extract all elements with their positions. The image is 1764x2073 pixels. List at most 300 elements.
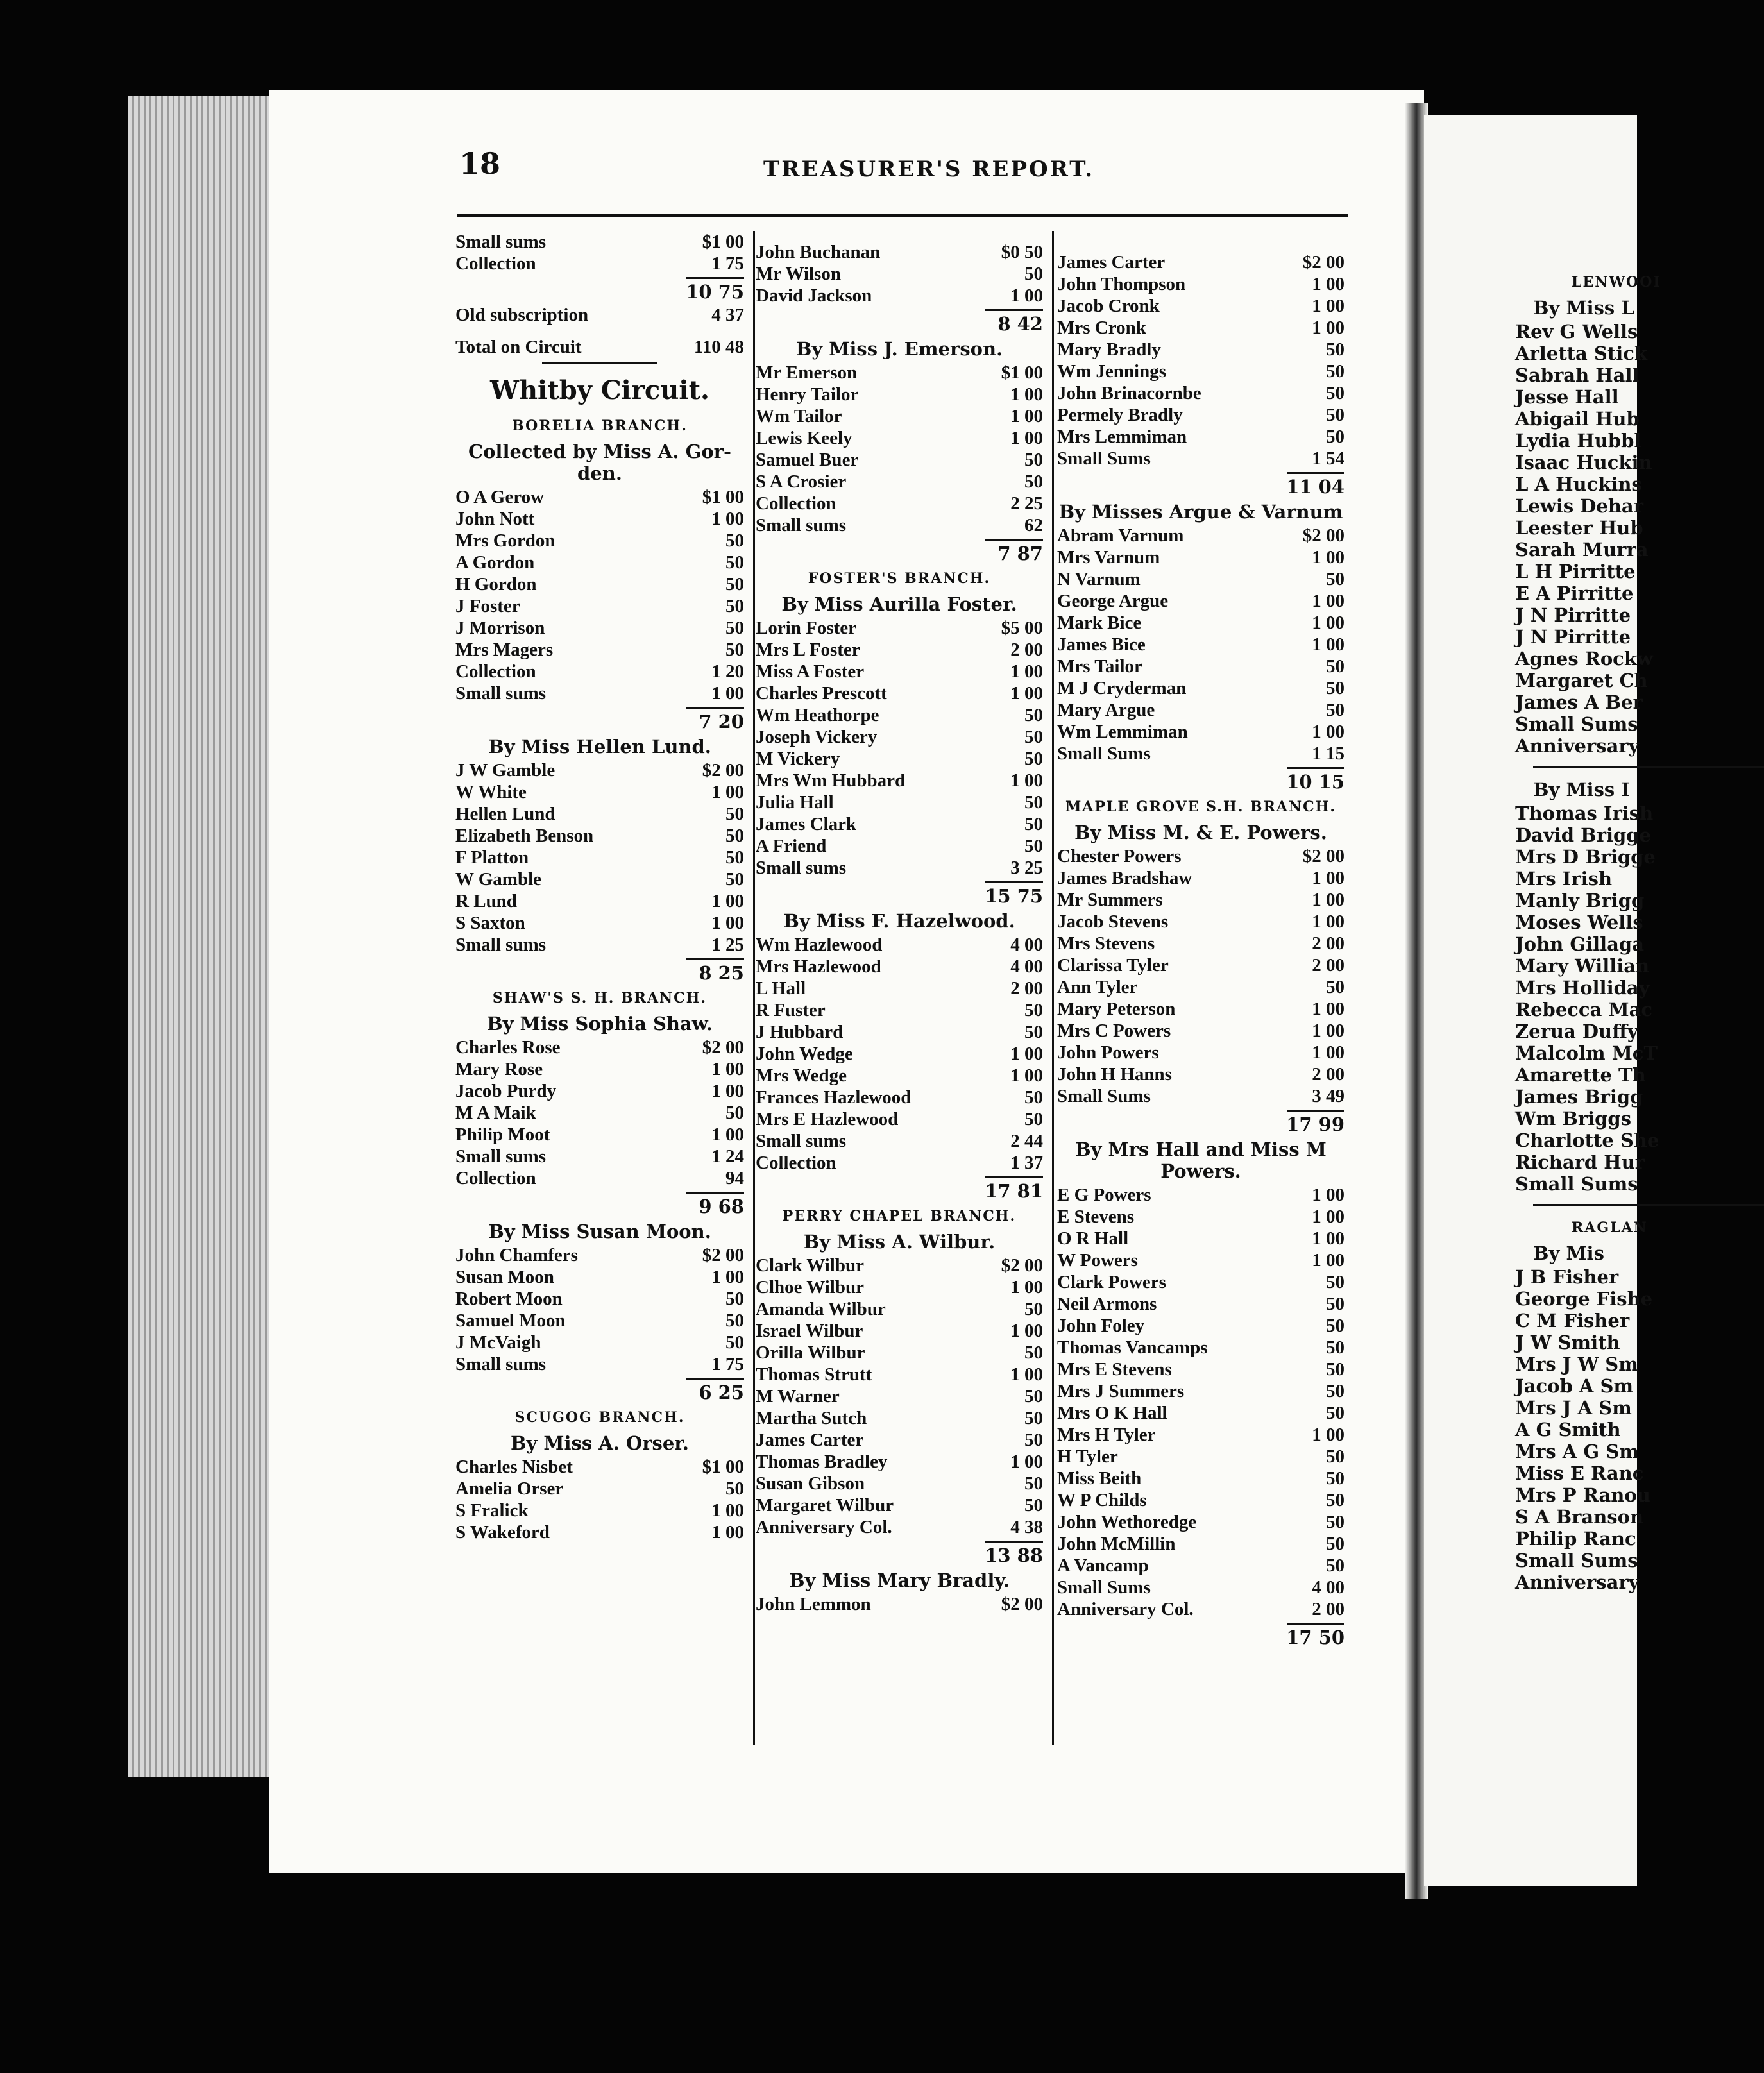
- contribution-amount: 1 00: [1312, 1042, 1344, 1063]
- contribution-amount: 50: [1024, 792, 1043, 813]
- contributor-name: Hellen Lund: [455, 804, 555, 824]
- contribution-row: [1057, 426, 1344, 448]
- contribution-amount: 2 00: [1312, 1064, 1344, 1085]
- subtotal-rule: [985, 539, 1043, 541]
- contributor-name: M J Cryderman: [1057, 678, 1187, 698]
- contributor-name: Abram Varnum: [1057, 525, 1184, 546]
- contributor-name: Rebecca Mac: [1515, 999, 1653, 1020]
- contributor-name: F Platton: [455, 847, 529, 868]
- contribution-amount: 50: [725, 1478, 744, 1499]
- contribution-row: [455, 1036, 744, 1058]
- contribution-amount: 50: [1326, 1446, 1344, 1467]
- contribution-amount: 50: [725, 1103, 744, 1123]
- contributor-name: John Chamfers: [455, 1245, 578, 1265]
- contribution-row: [756, 835, 1043, 857]
- contribution-amount: 1 75: [711, 253, 744, 274]
- subtotal-amount: 8 42: [997, 313, 1043, 335]
- contribution-amount: 50: [725, 639, 744, 660]
- contribution-amount: 1 00: [1010, 1044, 1043, 1064]
- contribution-amount: 1 00: [1312, 274, 1344, 294]
- contributor-name: W Powers: [1057, 1250, 1138, 1271]
- contributor-name: John Wethoredge: [1057, 1512, 1197, 1532]
- contribution-row: [1057, 677, 1344, 699]
- contributor-name: Small sums: [455, 1146, 547, 1167]
- contribution-row: [455, 1146, 744, 1167]
- contribution-row: [756, 1473, 1043, 1494]
- collector-line: By Misses Argue & Varnum: [1058, 501, 1343, 523]
- contribution-amount: 2 00: [1312, 933, 1344, 954]
- contributor-name: S A Branson: [1515, 1506, 1644, 1528]
- contribution-row: [756, 263, 1043, 285]
- contribution-row: [1057, 1446, 1344, 1468]
- contribution-amount: 50: [1024, 1109, 1043, 1130]
- contribution-amount: 4 00: [1312, 1577, 1344, 1598]
- contribution-amount: 1 00: [1010, 406, 1043, 427]
- contribution-row: [756, 813, 1043, 835]
- contribution-amount: 1 00: [1312, 1228, 1344, 1249]
- contributor-name: Small sums: [455, 232, 547, 252]
- contributor-name: Jacob Stevens: [1057, 911, 1169, 932]
- contributor-name: Mrs Gordon: [455, 530, 555, 551]
- contribution-amount: $0 50: [1001, 242, 1043, 262]
- contributor-name: Samuel Buer: [756, 450, 859, 470]
- contributor-name: Lorin Foster: [756, 618, 857, 638]
- contribution-row: [1057, 1424, 1344, 1446]
- subtotal-rule: [985, 881, 1043, 883]
- contributor-name: Sarah Murra: [1515, 539, 1649, 561]
- contributor-name: Clhoe Wilbur: [756, 1277, 864, 1298]
- subtotal-rule: [1533, 1204, 1764, 1206]
- contribution-row: [455, 912, 744, 934]
- contributor-name: Elizabeth Benson: [455, 825, 594, 846]
- contribution-row: [455, 934, 744, 956]
- right-page-content: [1507, 269, 1764, 1593]
- contribution-amount: 50: [725, 847, 744, 868]
- contribution-amount: 50: [1024, 814, 1043, 834]
- branch-heading: BORELIA BRANCH.: [512, 418, 688, 434]
- subtotal: [1057, 1620, 1344, 1650]
- contribution-amount: 50: [1024, 705, 1043, 725]
- contributor-name: H Gordon: [455, 574, 537, 595]
- contributor-name: Mrs Magers: [455, 639, 554, 660]
- contributor-name: O A Gerow: [455, 487, 545, 507]
- contributor-name: Leester Hub: [1515, 517, 1643, 539]
- contributor-name: Anniversary Col.: [1057, 1599, 1194, 1620]
- collector-line: By Miss A. Orser.: [510, 1432, 690, 1454]
- contributor-name: Small sums: [455, 1354, 547, 1375]
- contributor-name: John Brinacornbe: [1057, 383, 1201, 403]
- contributor-name: Small Sums: [1057, 743, 1151, 764]
- contribution-row: [1057, 889, 1344, 911]
- contribution-amount: $1 00: [702, 1457, 744, 1477]
- contributor-name: Mrs O K Hall: [1057, 1403, 1167, 1423]
- subtotal-amount: 17 50: [1286, 1627, 1344, 1648]
- contribution-amount: 1 00: [1312, 1020, 1344, 1041]
- contributor-name: Small sums: [455, 935, 547, 955]
- contribution-amount: 50: [1024, 471, 1043, 492]
- contributor-name: Mary Bradly: [1057, 339, 1161, 360]
- contribution-amount: 1 20: [711, 661, 744, 682]
- contributor-name: Small sums: [455, 683, 547, 704]
- contributor-name: George Fishe: [1515, 1288, 1653, 1310]
- contribution-amount: 1 00: [1010, 384, 1043, 405]
- contributor-name: Small Sums: [1057, 1577, 1151, 1598]
- contribution-amount: $2 00: [1302, 252, 1344, 273]
- contributor-name: Philip Moot: [455, 1124, 550, 1145]
- contributor-name: A Vancamp: [1057, 1555, 1149, 1576]
- subtotal-rule: [1533, 766, 1764, 768]
- contribution-amount: 1 00: [711, 1059, 744, 1079]
- contribution-row: [455, 1353, 744, 1375]
- contribution-amount: 1 00: [711, 913, 744, 933]
- contribution-amount: 1 00: [1312, 296, 1344, 316]
- contributor-name: M A Maik: [455, 1103, 536, 1123]
- contributor-name: J B Fisher: [1515, 1266, 1619, 1288]
- contribution-row: [756, 791, 1043, 813]
- contributor-name: R Lund: [455, 891, 517, 911]
- contributor-name: O R Hall: [1057, 1228, 1129, 1249]
- contribution-row: [1057, 1228, 1344, 1249]
- contribution-amount: 1 00: [1312, 999, 1344, 1019]
- contributor-name: Anniversary: [1515, 735, 1640, 757]
- contributor-name: J Foster: [455, 596, 520, 616]
- contribution-amount: $1 00: [702, 232, 744, 252]
- contributor-name: Mr Summers: [1057, 890, 1163, 910]
- contribution-row: [756, 1342, 1043, 1364]
- contribution-amount: 50: [725, 869, 744, 890]
- contribution-row: [756, 362, 1043, 384]
- divider-rule: [542, 362, 657, 364]
- contribution-amount: 1 00: [1312, 613, 1344, 633]
- contributor-name: Mrs Irish: [1515, 868, 1613, 890]
- contribution-row: [455, 1288, 744, 1310]
- subtotal-amount: 7 20: [699, 711, 744, 732]
- contribution-row: [1057, 1315, 1344, 1337]
- contribution-amount: 50: [1024, 1430, 1043, 1450]
- contribution-row: [756, 999, 1043, 1021]
- contribution-amount: 50: [1326, 361, 1344, 382]
- contribution-row: [1057, 1337, 1344, 1358]
- contribution-amount: 2 00: [1312, 1599, 1344, 1620]
- contributor-name: James A Ber: [1515, 691, 1643, 713]
- contribution-row: [756, 384, 1043, 405]
- contributor-name: J N Pirritte: [1515, 626, 1631, 648]
- contributor-name: Small Sums: [1515, 1173, 1638, 1195]
- contribution-row: [1057, 1555, 1344, 1577]
- contribution-row: [1057, 273, 1344, 295]
- contributor-name: Thomas Strutt: [756, 1364, 872, 1385]
- contribution-row: [756, 857, 1043, 879]
- contribution-row: [756, 1043, 1043, 1065]
- contribution-amount: 1 00: [1312, 1250, 1344, 1271]
- contributor-name: John Gillaga: [1515, 933, 1645, 955]
- contributor-name: Mrs Holliday: [1515, 977, 1650, 999]
- contributor-name: E A Pirritte: [1515, 582, 1634, 604]
- contribution-amount: $5 00: [1001, 618, 1043, 638]
- column-2: [756, 241, 1043, 1615]
- contributor-name: N Varnum: [1057, 569, 1141, 589]
- contribution-row: [1057, 1402, 1344, 1424]
- contribution-row: [756, 1364, 1043, 1385]
- contribution-amount: 1 00: [711, 782, 744, 802]
- contributor-name: James Bradshaw: [1057, 868, 1192, 888]
- contributor-name: Samuel Moon: [455, 1310, 566, 1331]
- contributor-name: Malcolm McT: [1515, 1042, 1658, 1064]
- contributor-name: Philip Ranc: [1515, 1528, 1636, 1550]
- contributor-name: Small Sums: [1057, 448, 1151, 469]
- subtotal-amount: 10 75: [686, 281, 744, 303]
- contribution-amount: 50: [1024, 749, 1043, 769]
- contribution-amount: 50: [1326, 1381, 1344, 1401]
- contribution-row: [455, 1266, 744, 1288]
- contribution-row: [455, 1167, 744, 1189]
- contribution-row: [455, 573, 744, 595]
- contributor-name: Mary Peterson: [1057, 999, 1176, 1019]
- contribution-row: [1057, 1249, 1344, 1271]
- contributor-name: Lewis Keely: [756, 428, 852, 448]
- contributor-name: Orilla Wilbur: [756, 1342, 865, 1363]
- contribution-row: [455, 1478, 744, 1500]
- contribution-row: [756, 704, 1043, 726]
- contribution-amount: 50: [1024, 1473, 1043, 1494]
- contribution-amount: 4 38: [1010, 1517, 1043, 1537]
- contributor-name: L H Pirritte: [1515, 561, 1636, 582]
- contributor-name: Mrs Hazlewood: [756, 956, 881, 977]
- contribution-amount: 50: [1326, 656, 1344, 677]
- contribution-amount: 1 25: [711, 935, 744, 955]
- contributor-name: Wm Briggs: [1515, 1108, 1632, 1130]
- subtotal-amount: 10 15: [1286, 771, 1344, 793]
- contributor-name: Mary Rose: [455, 1059, 543, 1079]
- subtotal: [455, 275, 744, 304]
- subtotal-amount: 17 81: [985, 1180, 1043, 1202]
- contribution-amount: $2 00: [1001, 1255, 1043, 1276]
- contributor-name: John Thompson: [1057, 274, 1186, 294]
- contribution-row: [1057, 1598, 1344, 1620]
- contributor-name: Small Sums: [1057, 1086, 1151, 1106]
- contribution-row: [1057, 590, 1344, 612]
- contributor-name: Mrs Varnum: [1057, 547, 1160, 568]
- contribution-row: [756, 1385, 1043, 1407]
- contributor-name: Clark Powers: [1057, 1272, 1166, 1292]
- contribution-amount: 1 00: [1312, 890, 1344, 910]
- subtotal: [455, 956, 744, 985]
- contribution-amount: $2 00: [702, 760, 744, 781]
- contribution-row: [756, 748, 1043, 770]
- contribution-row: [455, 595, 744, 617]
- contribution-row: [455, 1521, 744, 1543]
- contributor-name: John McMillin: [1057, 1534, 1176, 1554]
- subtotal-rule: [985, 1541, 1043, 1543]
- subtotal-rule: [985, 1176, 1043, 1178]
- contribution-row: [455, 868, 744, 890]
- contributor-name: Charles Prescott: [756, 683, 887, 704]
- contributor-name: Jesse Hall: [1515, 386, 1619, 408]
- contributor-name: L A Huckins: [1515, 473, 1642, 495]
- contribution-row: [756, 1021, 1043, 1043]
- subtotal: [455, 1375, 744, 1405]
- contribution-row: [1057, 1271, 1344, 1293]
- contribution-row: [455, 890, 744, 912]
- contribution-amount: 1 00: [1312, 1206, 1344, 1227]
- contribution-amount: 50: [1024, 836, 1043, 856]
- contribution-row: [756, 1516, 1043, 1538]
- contribution-row: [1057, 1489, 1344, 1511]
- page-number: 18: [459, 146, 501, 181]
- contribution-row: [756, 1407, 1043, 1429]
- contribution-amount: 1 00: [1010, 770, 1043, 791]
- contribution-amount: 50: [1326, 427, 1344, 447]
- contribution-row: [455, 486, 744, 508]
- subtotal-rule: [985, 309, 1043, 311]
- contribution-row: [756, 934, 1043, 956]
- contributor-name: Mary Argue: [1057, 700, 1155, 720]
- contributor-name: Sabrah Hall: [1515, 364, 1640, 386]
- contribution-row: [455, 1500, 744, 1521]
- contributor-name: John Wedge: [756, 1044, 853, 1064]
- contribution-row: [455, 336, 744, 358]
- contributor-name: M Vickery: [756, 749, 840, 769]
- contribution-amount: 50: [1024, 1087, 1043, 1108]
- contributor-name: Frances Hazlewood: [756, 1087, 912, 1108]
- contribution-row: [455, 617, 744, 639]
- contributor-name: Manly Brigg: [1515, 890, 1645, 911]
- contributor-name: Martha Sutch: [756, 1408, 867, 1428]
- contribution-row: [756, 493, 1043, 514]
- contribution-amount: 1 00: [711, 1500, 744, 1521]
- contributor-name: Mr Emerson: [756, 362, 858, 383]
- subtotal-amount: 15 75: [985, 885, 1043, 907]
- contributor-name: John H Hanns: [1057, 1064, 1172, 1085]
- subtotal: [756, 307, 1043, 336]
- column-1: [455, 231, 744, 1543]
- subtotal-rule: [686, 958, 744, 960]
- subtotal-rule: [1287, 472, 1344, 474]
- contribution-row: [756, 1065, 1043, 1087]
- contribution-amount: 50: [1024, 1022, 1043, 1042]
- contribution-amount: 94: [725, 1168, 744, 1189]
- contribution-amount: 1 00: [1312, 1185, 1344, 1205]
- running-head: TREASURER'S REPORT.: [763, 157, 1095, 182]
- subtotal-amount: 17 99: [1286, 1113, 1344, 1135]
- contributor-name: Margaret Wilbur: [756, 1495, 894, 1516]
- subtotal-amount: 6 25: [699, 1382, 744, 1403]
- collector-line: By Miss Aurilla Foster.: [781, 593, 1017, 615]
- contribution-amount: 1 54: [1312, 448, 1344, 469]
- subtotal: [756, 879, 1043, 908]
- subtotal-rule: [1287, 1110, 1344, 1112]
- contributor-name: George Argue: [1057, 591, 1169, 611]
- contribution-row: [1057, 1042, 1344, 1063]
- contribution-row: [455, 304, 744, 326]
- contribution-row: [1057, 656, 1344, 677]
- contribution-row: [455, 825, 744, 847]
- contributor-name: Mrs J Summers: [1057, 1381, 1185, 1401]
- contribution-row: [756, 427, 1043, 449]
- contribution-amount: 1 00: [711, 1081, 744, 1101]
- contribution-amount: 1 00: [1010, 661, 1043, 682]
- contribution-row: [1057, 976, 1344, 998]
- contributor-name: Mrs J W Sm: [1515, 1353, 1638, 1375]
- contributor-name: Old subscription: [455, 305, 589, 325]
- contribution-row: [756, 1087, 1043, 1108]
- contributor-name: Ann Tyler: [1057, 977, 1138, 997]
- contributor-name: Small sums: [756, 515, 847, 536]
- contribution-row: [455, 1058, 744, 1080]
- contributor-name: J W Smith: [1515, 1332, 1620, 1353]
- subtotal: [756, 536, 1043, 566]
- contributor-name: Collection: [455, 1168, 536, 1189]
- contributor-name: Collection: [455, 661, 536, 682]
- contributor-name: James Carter: [756, 1430, 864, 1450]
- contributor-name: Jacob Cronk: [1057, 296, 1160, 316]
- contributor-name: Susan Moon: [455, 1267, 554, 1287]
- contribution-row: [455, 508, 744, 530]
- contribution-row: [1057, 634, 1344, 656]
- contribution-row: [1057, 404, 1344, 426]
- contributor-name: Small Sums: [1515, 1550, 1638, 1571]
- contributor-name: Neil Armons: [1057, 1294, 1157, 1314]
- contribution-amount: 50: [1024, 1299, 1043, 1319]
- contributor-name: Jacob Purdy: [455, 1081, 557, 1101]
- contribution-amount: 50: [1326, 569, 1344, 589]
- contributor-name: Mrs J A Sm: [1515, 1397, 1632, 1419]
- contribution-row: [455, 1456, 744, 1478]
- contribution-row: [1057, 867, 1344, 889]
- contribution-row: [756, 1130, 1043, 1152]
- contribution-amount: 1 00: [711, 683, 744, 704]
- contribution-row: [756, 617, 1043, 639]
- contribution-row: [1057, 998, 1344, 1020]
- contribution-amount: 2 25: [1010, 493, 1043, 514]
- contributor-name: Small Sums: [1515, 713, 1638, 735]
- contribution-row: [1057, 1358, 1344, 1380]
- contribution-row: [1057, 1063, 1344, 1085]
- contribution-row: [1057, 743, 1344, 765]
- subtotal-amount: 8 25: [699, 962, 744, 984]
- contributor-name: David Jackson: [756, 285, 872, 306]
- contribution-row: [1057, 954, 1344, 976]
- contributor-name: Mrs E Hazlewood: [756, 1109, 899, 1130]
- contribution-amount: 50: [1326, 1359, 1344, 1380]
- contributor-name: Abigail Hub: [1515, 408, 1640, 430]
- contribution-amount: 2 00: [1010, 639, 1043, 660]
- contribution-row: [1057, 382, 1344, 404]
- contribution-amount: 50: [1024, 450, 1043, 470]
- contributor-name: Israel Wilbur: [756, 1321, 863, 1341]
- contributor-name: Mrs Wedge: [756, 1065, 847, 1086]
- contribution-row: [455, 530, 744, 552]
- subtotal-amount: 11 04: [1286, 476, 1344, 498]
- contribution-amount: 50: [725, 804, 744, 824]
- subtotal-amount: 7 87: [997, 543, 1043, 564]
- contribution-row: [756, 471, 1043, 493]
- contribution-amount: 50: [725, 1310, 744, 1331]
- contribution-row: [756, 977, 1043, 999]
- contribution-row: [1057, 1085, 1344, 1107]
- contribution-row: [1057, 911, 1344, 933]
- contributor-name: S Fralick: [455, 1500, 529, 1521]
- contribution-row: [756, 285, 1043, 307]
- contribution-amount: $1 00: [1001, 362, 1043, 383]
- column-rule-1: [753, 231, 755, 1745]
- contributor-name: Moses Wells: [1515, 911, 1643, 933]
- contributor-name: Mrs Lemmiman: [1057, 427, 1187, 447]
- contributor-name: Permely Bradly: [1057, 405, 1183, 425]
- contribution-amount: 1 00: [1312, 1425, 1344, 1445]
- contribution-amount: 1 00: [1010, 683, 1043, 704]
- contributor-name: Amarette Th: [1515, 1064, 1646, 1086]
